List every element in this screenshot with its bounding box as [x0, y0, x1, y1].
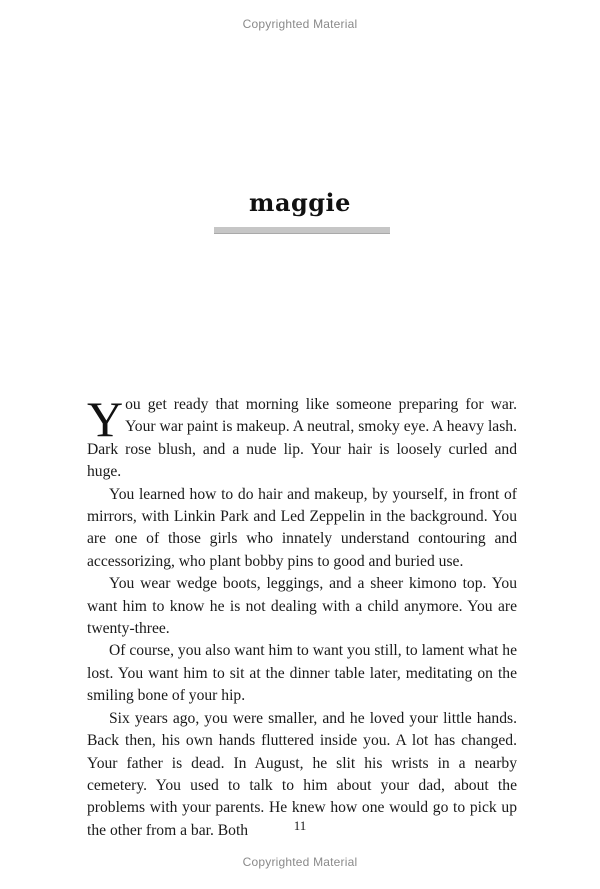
paragraph-5: Six years ago, you were smaller, and he loved your little hands. Back then, his own hands fluttered inside you. A lot has changed. Your father is dead. In August, he slit his wrists in a nearby cemetery. You used to talk to him about your dad, about the problems with your parents. He knew how one would go to pick up the other from a bar. Both — [87, 709, 517, 839]
drop-cap-letter: Y — [87, 391, 124, 447]
copyright-watermark-bottom: Copyrighted Material — [242, 855, 358, 869]
title-underline-rule — [214, 227, 390, 234]
paragraph-2: You learned how to do hair and makeup, by yourself, in front of mirrors, with Linkin Park and Led Zeppelin in the background. You are one of those girls who innately understand contouring and accessorizing, who plant bobby pins to good and buried use. — [87, 485, 517, 570]
chapter-title: maggie — [249, 188, 351, 217]
chapter-body — [87, 391, 517, 842]
paragraph-4: Of course, you also want him to want you still, to lament what he lost. You want him to sit at the dinner table later, meditating on the smiling bone of your hip. — [87, 642, 517, 705]
paragraph-1 — [87, 391, 517, 484]
copyright-watermark-top: Copyrighted Material — [242, 17, 358, 31]
paragraph-3: You wear wedge boots, leggings, and a sheer kimono top. You want him to know he is not dealing with a child anymore. You are twenty-three. — [87, 575, 517, 638]
page-number: 11 — [293, 818, 307, 833]
paragraph-1-text: ou get ready that morning like someone preparing for war. Your war paint is makeup. A neutral, smoky eye. A heavy lash. Dark rose blush, and a nude lip. Your hair is loosely curled and huge. — [87, 396, 517, 481]
